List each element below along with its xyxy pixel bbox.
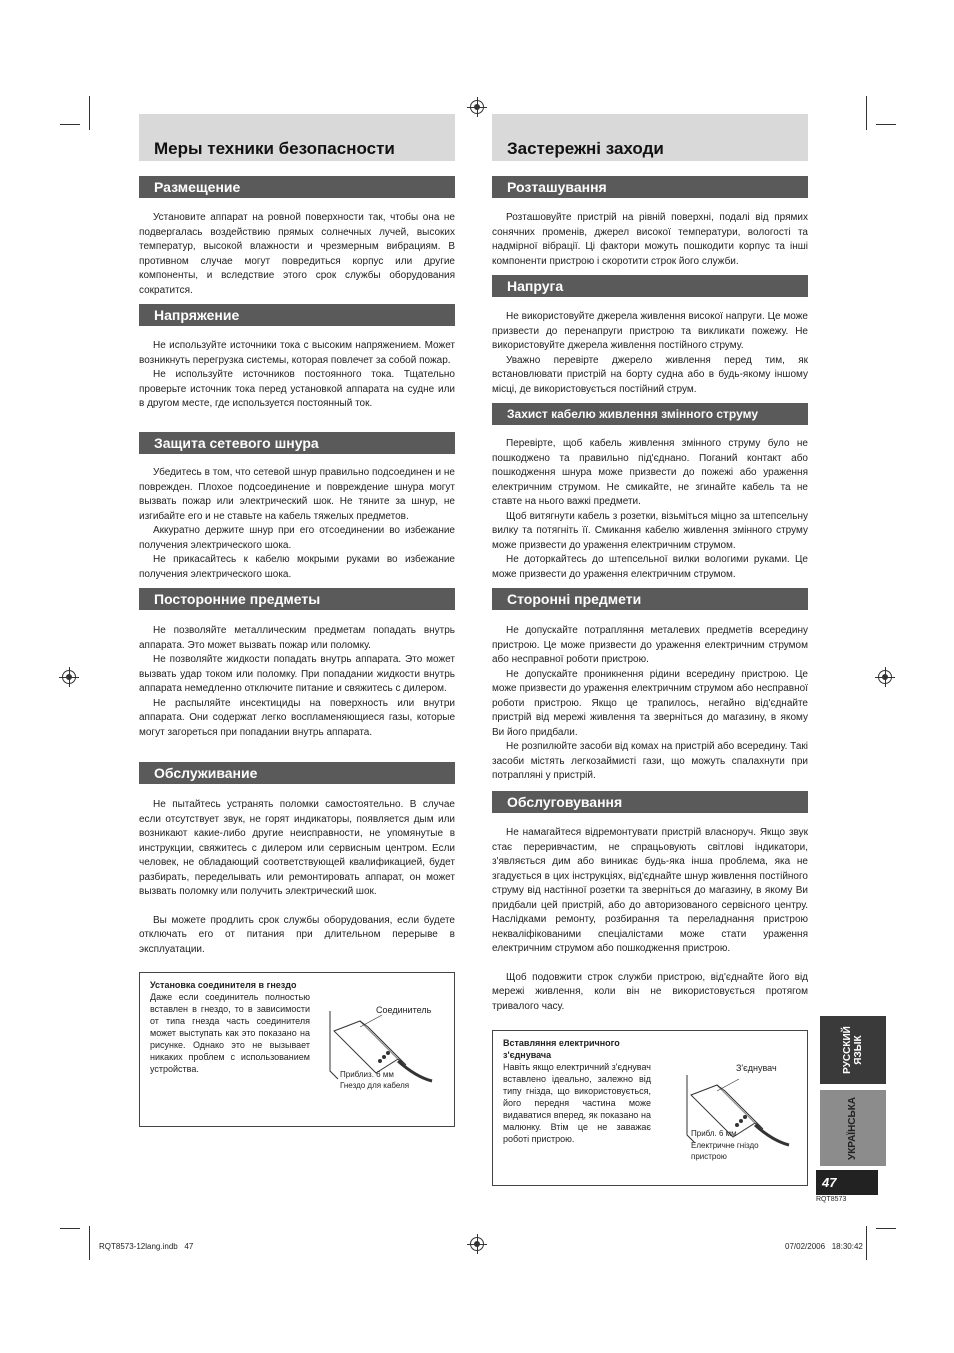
section-body (139, 624, 455, 740)
paragraph: Убедитесь в том, что сетевой шнур правильно подсоединен и не поврежден. Плохое подсоединение и повреждение шнура могут вызвать пожар или электрический шок. Не тяните за шнур, не изгибайте его и не ставьте на кабель тяжелых предметов. (139, 467, 455, 522)
crop-mark (60, 124, 80, 125)
socket-label: Гнездо для кабеля (340, 1081, 410, 1090)
connector-label: Соединитель (376, 1005, 432, 1015)
paragraph: Не використовуйте джерела живлення високої напруги. Це може призвести до перенапруги пристрою та викликати пожежу. Не використовуйте джерела живлення постійного струму. (492, 311, 808, 351)
paragraph: Перевірте, щоб кабель живлення змінного струму було не пошкоджено та правильно під'єднано. Поганий контакт або пошкодження шнура може призвести до пожежі або ураження електричним струмом. Не смикайте, не згинайте кабель та не ставте на нього важкі предмети. (492, 438, 808, 507)
section-heading: Сторонні предмети (492, 588, 808, 610)
section-heading: Защита сетевого шнура (139, 432, 455, 454)
right-title-bar (492, 114, 808, 161)
paragraph: Уважно перевірте джерело живлення перед тим, як встановлювати пристрій на борту судна або в будь-якому іншому місці, де використовується постійний струм. (492, 354, 808, 395)
paragraph: Не розпилюйте засоби від комах на пристрій або всередину. Такі засоби містять легкозаймисті гази, що можуть спалахнути при потрапляні у пристрій. (492, 741, 808, 781)
section-body (492, 437, 808, 582)
info-box-body: Даже если соединитель полностью вставлен в гнездо, то в зависимости от типа гнезда часть соединителя может выступать как это показано на рисунке. Однако это не вызывает никаких проблем с использованием устройства. (150, 992, 310, 1074)
paragraph: Щоб подовжити строк служби пристрою, від'єднайте його від мережі живлення, коли він не використовується протягом тривалого часу. (492, 971, 808, 1012)
info-box-title: Установка соединителя в гнездо (150, 980, 297, 990)
crop-mark (60, 1228, 80, 1229)
socket-label: Електричне гніздо пристрою (691, 1141, 759, 1161)
section-heading: Напруга (492, 275, 808, 297)
section-body (492, 624, 808, 784)
section-heading: Захист кабелю живлення змінного струму (492, 403, 808, 425)
paragraph: Не позволяйте жидкости попадать внутрь аппарата. Это может вызвать удар током или поломку. При попадании жидкости внутрь аппарата немедленно отключите питание и свяжитесь с дилером. (139, 654, 455, 694)
approx-label: Прибл. 6 мм (691, 1129, 737, 1138)
connector-label: З'єднувач (736, 1063, 777, 1073)
tab-ukrainian (820, 1090, 886, 1166)
paragraph: Не прикасайтесь к кабелю мокрыми руками во избежание получения электрического шока. (139, 554, 455, 580)
crop-mark (89, 96, 90, 130)
registration-mark-icon (62, 670, 76, 684)
section-heading: Розташування (492, 176, 808, 198)
paragraph: Не намагайтеся відремонтувати пристрій власноруч. Якщо звук стає переривчастим, не спрацьовують світлові індикатори, з'являється дим або виникає будь-яка інша проблема, яка не згадується в цих інструкціях, від'єднайте шнур живлення постійного струму від настінної розетки та зверніться до магазину, в якому Ви придбали цей пристрій, або до авторизованого сервісного центру. Наслідками ремонту, розбирання та переладнання пристрою некваліфікованими спеціалістами може стати ураження електричним струмом або пошкодження пристрою. (492, 827, 808, 954)
crop-mark (876, 1228, 896, 1229)
crop-mark (866, 1226, 867, 1260)
paragraph: Не допускайте проникнення рідини всередину пристрою. Це може призвести до ураження електричним струмом або несправної роботи пристрою. Якщо це трапилось, негайно від'єднайте пристрій від мережі живлення та зверніться до магазину, в якому Ви його придбали. (492, 668, 808, 738)
info-box-title: Вставляння електричного з'єднувача (503, 1038, 620, 1060)
footer-file: RQT8573-12lang.indb 47 (99, 1242, 194, 1251)
section-heading: Посторонние предметы (139, 588, 455, 610)
info-box (492, 1030, 808, 1186)
approx-label: Приблиз. 6 мм (340, 1070, 394, 1079)
section-body (492, 826, 808, 1014)
left-title-bar (139, 114, 455, 161)
section-body (139, 466, 455, 582)
paragraph: Не пытайтесь устранять поломки самостоятельно. В случае если отсутствует звук, не горят индикаторы, появляется дым или возникают какие-либо другие неисправности, не упомянутые в инструкции, свяжитесь с дилером или сервисным центром. Если человек, не обладающий соответствующей квалификацией, будет разбирать, переделывать или ремонтировать аппарат, он может вызвать поломку или получить электрический шок. (139, 799, 455, 897)
crop-mark (876, 124, 896, 125)
section-heading: Обслуживание (139, 762, 455, 784)
section-heading: Напряжение (139, 304, 455, 326)
info-box-body: Навіть якщо електричний з'єднувач вставлено ідеально, залежно від типу гнізда, що використовується, його передня частина може видаватися вперед, як показано на малюнку. Втім це не заважає роботі пристрою. (503, 1062, 651, 1144)
section-body (492, 211, 808, 269)
registration-mark-icon (470, 1237, 484, 1251)
crop-mark (89, 1226, 90, 1260)
page-title: Застережні заходи (507, 139, 664, 158)
paragraph: Щоб витягнути кабель з розетки, візьміться міцно за штепсельну вилку та потягніть її. Смикання кабелю живлення змінного струму може призвести до ураження електричним струмом. (492, 510, 808, 551)
tab-russian (820, 1016, 886, 1084)
doc-code: RQT8573 (816, 1196, 847, 1203)
footer-datetime: 07/02/2006 18:30:42 (785, 1242, 863, 1251)
paragraph: Не позволяйте металлическим предметам попадать внутрь аппарата. Это может вызвать пожар или поломку. (139, 625, 455, 651)
registration-mark-icon (470, 100, 484, 114)
info-box-text (503, 1037, 651, 1145)
paragraph: Не распыляйте инсектициды на поверхность или внутри аппарата. Они содержат легко воспламеняющиеся газы, которые могут загореться при попадании внутрь аппарата. (139, 697, 455, 738)
page-title: Меры техники безопасности (154, 139, 395, 158)
section-body (139, 339, 455, 412)
paragraph: Не допускайте потрапляння металевих предметів всередину пристрою. Це може призвести до ураження електричним струмом або несправної роботи пристрою. (492, 625, 808, 665)
paragraph: Не используйте источники тока с высоким напряжением. Может возникнуть перегрузка системы, которая повлечет за собой пожар. (139, 340, 455, 366)
tab-russian-label: РУССКИЙ ЯЗЫК (842, 1026, 864, 1074)
paragraph: Не используйте источников постоянного тока. Тщательно проверьте источник тока перед установкой аппарата на судне или в другом месте, где используется постоянный ток. (139, 369, 455, 409)
section-body (139, 798, 455, 957)
info-box-text (150, 979, 310, 1075)
page-number: 47 (816, 1170, 878, 1195)
section-body (139, 211, 455, 298)
crop-mark (866, 96, 867, 130)
paragraph: Розташовуйте пристрій на рівній поверхні, подалі від прямих сонячних променів, джерел високої температури, вологості та надмірної вібрації. Ці фактори можуть пошкодити корпус та інші компоненти пристрою і скоротити строк його служби. (492, 212, 808, 267)
paragraph: Не доторкайтесь до штепсельної вилки вологими руками. Це може призвести до ураження електричним струмом. (492, 554, 808, 580)
tab-ukrainian-label: УКРАЇНСЬКА (847, 1096, 859, 1160)
paragraph: Аккуратно держите шнур при его отсоединении во избежание получения электрического шока. (139, 525, 455, 551)
info-box (139, 972, 455, 1127)
section-body (492, 310, 808, 397)
paragraph: Установите аппарат на ровной поверхности так, чтобы она не подвергалась воздействию прямых солнечных лучей, высоких температур, высокой влажности и чрезмерным вибрациям. В противном случае могут повредиться корпус или другие компоненты, и вследствие этого срок службы оборудования сократится. (139, 212, 455, 296)
registration-mark-icon (878, 670, 892, 684)
paragraph: Вы можете продлить срок службы оборудования, если будете отключать его от питания при длительном перерыве в эксплуатации. (139, 914, 455, 955)
section-heading: Размещение (139, 176, 455, 198)
section-heading: Обслуговування (492, 791, 808, 813)
